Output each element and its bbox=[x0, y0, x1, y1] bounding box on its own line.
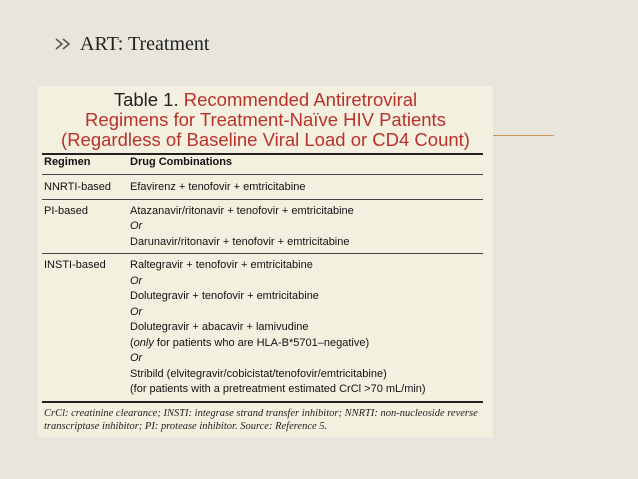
table-title bbox=[38, 90, 493, 150]
drug-combinations-cell bbox=[130, 258, 426, 398]
slide-title-text: ART: Treatment bbox=[80, 32, 210, 55]
drug-line: Atazanavir/ritonavir + tenofovir + emtricitabine bbox=[130, 204, 354, 217]
drug-line: (for patients with a pretreatment estimated CrCl >70 mL/min) bbox=[130, 383, 426, 395]
table-title-line-3: (Regardless of Baseline Viral Load or CD4 Count) bbox=[61, 129, 470, 150]
table-title-lead: Table 1. bbox=[113, 89, 179, 110]
slide-title bbox=[54, 32, 209, 56]
or-separator: Or bbox=[130, 220, 143, 232]
or-separator: Or bbox=[130, 352, 143, 364]
drug-combinations-cell bbox=[130, 180, 305, 196]
table-title-line-1: Recommended Antiretroviral bbox=[183, 89, 418, 110]
drug-combinations-cell bbox=[130, 204, 354, 251]
header-drug-combinations: Drug Combinations bbox=[130, 156, 233, 168]
regimen-cell: PI-based bbox=[44, 204, 89, 217]
double-chevron-bullet-icon bbox=[54, 37, 74, 51]
table-image bbox=[38, 86, 493, 437]
drug-line: Dolutegravir + tenofovir + emtricitabine bbox=[130, 290, 319, 302]
or-separator: Or bbox=[130, 274, 143, 287]
drug-line: Darunavir/ritonavir + tenofovir + emtricitabine bbox=[130, 235, 350, 248]
row-divider bbox=[42, 253, 483, 254]
header-bottom-rule bbox=[42, 174, 483, 175]
table-title-line-2: Regimens for Treatment-Naïve HIV Patients bbox=[85, 109, 446, 130]
header-regimen: Regimen bbox=[44, 156, 91, 168]
drug-line: Dolutegravir + abacavir + lamivudine bbox=[130, 321, 309, 333]
accent-line bbox=[488, 135, 554, 136]
drug-line: Stribild (elvitegravir/cobicistat/tenofovir/emtricitabine) bbox=[130, 367, 387, 380]
table-footnote: CrCl: creatinine clearance; INSTI: integrase strand transfer inhibitor; NNRTI: non-nucleoside reverse transcriptase inhibitor; PI: protease inhibitor. Source: Reference 5. bbox=[44, 408, 478, 432]
header-top-rule bbox=[42, 153, 483, 155]
regimen-cell: INSTI-based bbox=[44, 259, 106, 271]
drug-line: Efavirenz + tenofovir + emtricitabine bbox=[130, 181, 306, 193]
drug-line: Raltegravir + tenofovir + emtricitabine bbox=[130, 259, 313, 271]
or-separator: Or bbox=[130, 305, 143, 318]
drug-line: (only for patients who are HLA-B*5701–negative) bbox=[130, 336, 370, 349]
regimen-cell: NNRTI-based bbox=[44, 181, 112, 193]
row-divider bbox=[42, 401, 483, 403]
row-divider bbox=[42, 199, 483, 200]
